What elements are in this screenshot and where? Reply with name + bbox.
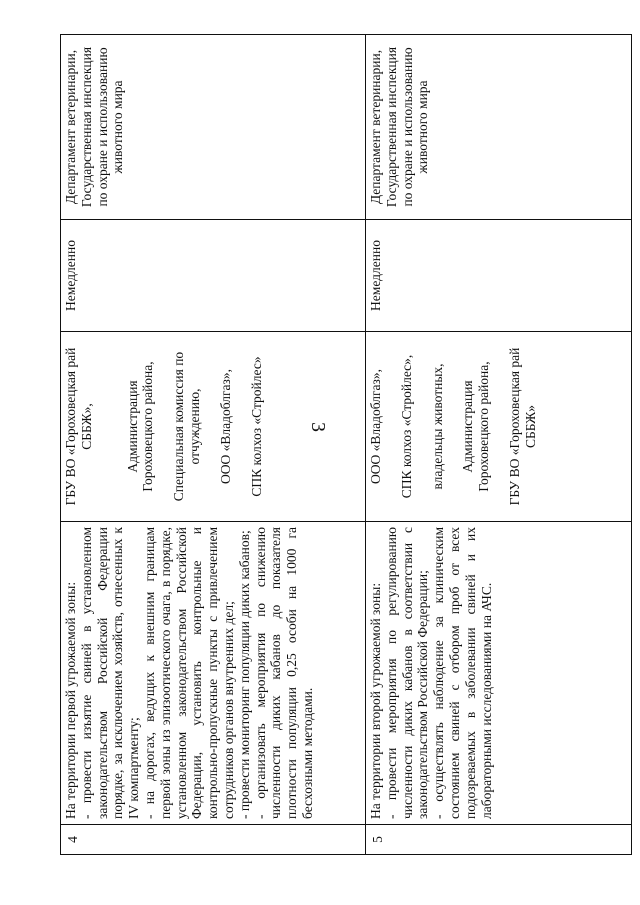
table-row [366,35,632,855]
actions-cell [61,522,366,825]
timing-cell: Немедленно [61,220,366,332]
executor-line: ООО «Владоблгаз», [368,369,383,484]
measures-table [60,34,632,855]
executors-cell [61,332,366,522]
action-line: На территории первой угрожаемой зоны: [63,581,78,819]
control-cell: Департамент ветеринарии, Государственная инспекция по охране и использованию животного мира [61,35,366,220]
action-line: - провести мониторинг популяции диких кабанов; [236,530,252,819]
action-line: - осуществлять наблюдение за клиническим состоянием свиней с отбором проб от всех подозреваемых в заболевании свиней и их лабораторными исследованиями на АЧС. [431,527,494,819]
action-line: - на дорогах, ведущих к внешним границам первой зоны из эпизоотического очага, в порядке, установленном законодательством Российской Федерации, установить контрольные и контрольно-пропускные пункты с привлечением сотрудников органов внутренних дел; [141,527,236,819]
action-line: - провести изъятие свиней в установленном законодательством Российской Федерации порядке, за исключением хозяйств, отнесенных к IV компартменту; [78,527,142,819]
measures-table-rotated [60,35,632,855]
executor-line: СПК колхоз «Стройлес», [398,354,414,499]
page-number: 3 [307,422,329,432]
executors-cell [366,332,632,522]
actions-cell [366,522,632,825]
action-line: На территории второй угрожаемой зоны: [368,582,383,819]
table-row [61,35,366,855]
control-cell: Департамент ветеринарии, Государственная инспекция по охране и использованию животного мира [366,35,632,220]
action-line: - провести мероприятия по регулированию численности диких кабанов в соответствии с законодательством Российской Федерации; [383,527,431,819]
executor-line: ГБУ ВО «Гороховецкая рай СББЖ», [63,347,94,506]
timing-cell: Немедленно [366,220,632,332]
executor-line: ООО «Владоблгаз», [217,369,233,484]
action-line: - организовать мероприятия по снижению численности диких кабанов до показателя плотности популяции 0,25 особи на 1000 га бесхозными методами. [252,527,315,819]
executor-line: Администрация Гороховецкого района, [460,361,492,492]
row-number: 5 [366,825,632,855]
executor-line: Администрация Гороховецкого района, [124,361,156,492]
row-number: 4 [61,825,366,855]
executor-line: Специальная комиссия по отчуждению, [171,351,202,502]
executor-line: владельцы животных, [429,363,445,490]
executor-line: ГБУ ВО «Гороховецкая рай СББЖ» [506,347,538,506]
executor-line: СПК колхоз «Стройлес» [248,356,264,497]
